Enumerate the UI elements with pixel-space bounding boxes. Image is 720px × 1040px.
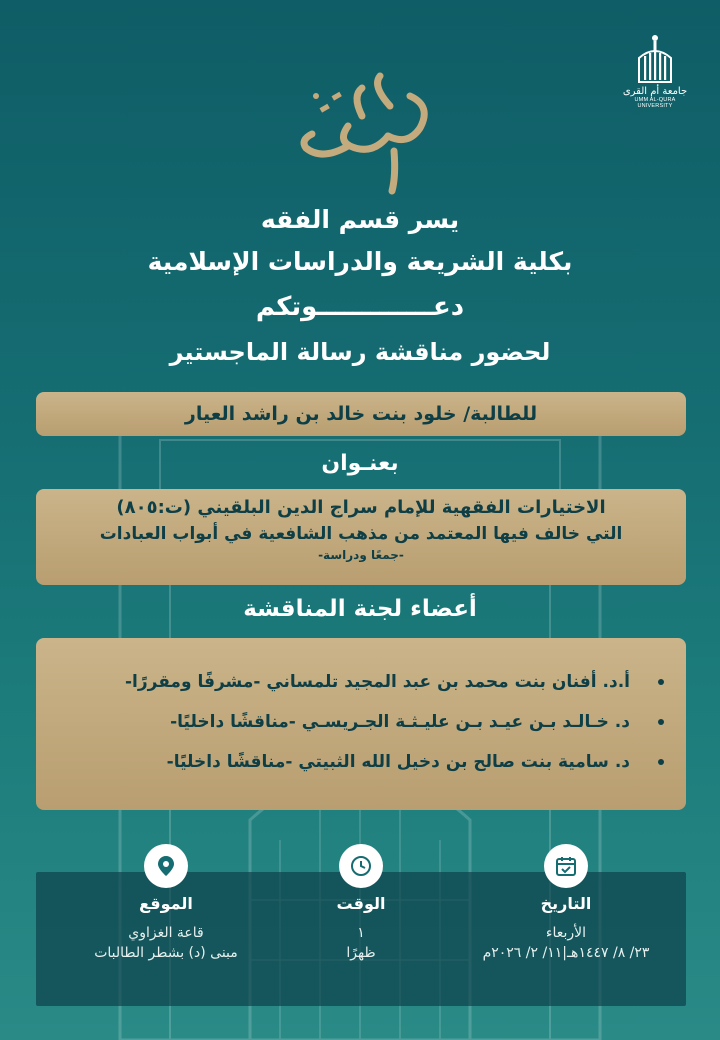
intro-line-purpose: لحضور مناقشة رسالة الماجستير	[169, 338, 551, 366]
event-time-label: الوقت	[336, 894, 386, 913]
event-date	[456, 844, 676, 961]
location-pin-icon	[144, 844, 188, 888]
thesis-title-line-1: الاختيارات الفقهية للإمام سراج الدين البلقيني (ت:٨٠٥)	[116, 497, 606, 518]
event-date-day: الأربعاء	[545, 925, 587, 941]
intro-line-department: يسر قسم الفقه	[260, 205, 460, 234]
event-info-box	[36, 872, 686, 1006]
event-location-building: مبنى (د) بشطر الطالبات	[94, 945, 238, 961]
event-location-label: الموقع	[139, 894, 193, 913]
list-item: د. خـالـد بـن عيـد بـن عليـثـة الجـريسـي -مناقشًا داخليًا-	[56, 702, 672, 742]
calendar-icon	[544, 844, 588, 888]
student-name-box: للطالبة/ خلود بنت خالد بن راشد العيار	[36, 392, 686, 436]
thesis-title-line-2: التي خالف فيها المعتمد من مذهب الشافعية في أبواب العبادات	[99, 524, 623, 544]
event-date-label: التاريخ	[540, 894, 592, 913]
thesis-title-line-3: -جمعًا ودراسة-	[318, 548, 404, 562]
university-name-arabic: جامعة أم القرى	[622, 86, 688, 97]
committee-label: أعضاء لجنة المناقشة	[243, 596, 477, 622]
intro-line-invite: دعـــــــــــــوتكم	[255, 292, 465, 322]
event-time-hour: ١	[357, 925, 365, 941]
event-date-value: ٢٣/ ٨/ ١٤٤٧هـ|١١/ ٢/ ٢٠٢٦م	[482, 945, 650, 961]
thesis-title-label: بعنـوان	[321, 451, 399, 476]
event-time-period: ظهرًا	[346, 945, 376, 961]
invitation-calligraphy	[292, 66, 442, 196]
event-location	[56, 844, 276, 961]
thesis-title-box	[36, 489, 686, 585]
event-time	[251, 844, 471, 961]
event-location-hall: قاعة الغزاوي	[128, 925, 204, 941]
clock-icon	[339, 844, 383, 888]
list-item: د. سامية بنت صالح بن دخيل الله الثبيتي -مناقشًا داخليًا-	[56, 742, 672, 782]
list-item: أ.د. أفنان بنت محمد بن عبد المجيد تلمساني -مشرفًا ومقررًا-	[56, 662, 672, 702]
committee-box	[36, 638, 686, 810]
university-name-english: UMM AL-QURA UNIVERSITY	[634, 97, 676, 109]
university-logo	[620, 32, 690, 109]
committee-list	[36, 638, 686, 782]
university-emblem-icon	[635, 32, 675, 84]
intro-line-college: بكلية الشريعة والدراسات الإسلامية	[147, 247, 573, 276]
